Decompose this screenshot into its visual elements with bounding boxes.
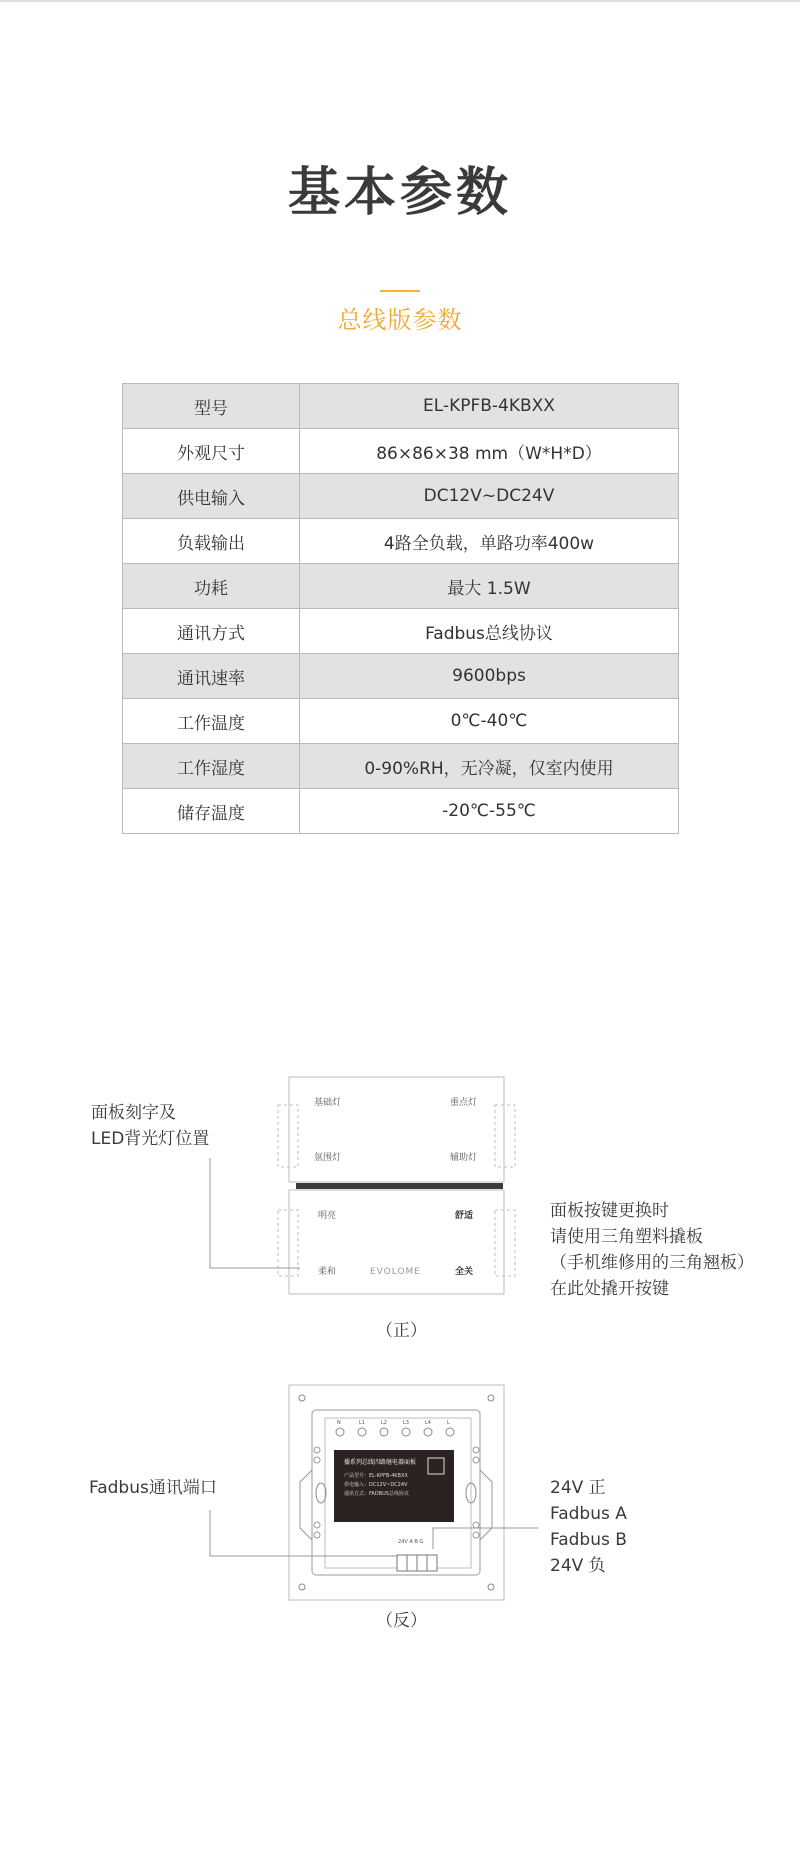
spec-label: 工作温度 (123, 699, 300, 744)
back-note-fadbus-b: Fadbus B (550, 1530, 627, 1550)
front-divider-bar (296, 1183, 503, 1189)
spec-value: DC12V~DC24V (300, 474, 679, 519)
spec-value: 9600bps (300, 654, 679, 699)
spec-label: 工作湿度 (123, 744, 300, 789)
btn-label-1: 基础灯 (314, 1098, 342, 1108)
btn-label-4: 辅助灯 (450, 1153, 478, 1163)
spec-label: 通讯速率 (123, 654, 300, 699)
terminal-labels: 24V A B G (398, 1539, 424, 1545)
front-panel-diagram (210, 1077, 515, 1294)
front-left-note (91, 1100, 209, 1152)
front-right-note-line-3: （手机维修用的三角翘板） (550, 1253, 754, 1273)
spec-label: 功耗 (123, 564, 300, 609)
front-caption: （正） (376, 1321, 427, 1341)
spec-value: -20℃-55℃ (300, 789, 679, 834)
spec-label: 型号 (123, 384, 300, 429)
spec-label: 供电输入 (123, 474, 300, 519)
front-lower-plate (289, 1190, 504, 1294)
spec-value: 4路全负载，单路功率400w (300, 519, 679, 564)
front-left-note-line-1: 面板刻字及 (91, 1103, 176, 1123)
spec-value: 0-90%RH，无冷凝，仅室内使用 (300, 744, 679, 789)
front-right-note-line-2: 请使用三角塑料撬板 (550, 1227, 703, 1247)
btn-label-7: 柔和 (318, 1267, 337, 1277)
page-title: 基本参数 (287, 163, 512, 223)
terminal-label: N (337, 1420, 341, 1426)
btn-label-6: 舒适 (455, 1211, 474, 1221)
spec-value: EL-KPFB-4KBXX (300, 384, 679, 429)
terminal-label: L (447, 1420, 450, 1426)
spec-value: 最大 1.5W (300, 564, 679, 609)
spec-value: 86×86×38 mm（W*H*D） (300, 429, 679, 474)
back-right-notes (550, 1475, 627, 1579)
back-left-note: Fadbus通讯端口 (89, 1478, 217, 1498)
back-note-24v-negative: 24V 负 (550, 1556, 606, 1576)
terminal-label: L1 (359, 1420, 365, 1426)
btn-label-3: 氛围灯 (314, 1153, 342, 1163)
spec-label: 外观尺寸 (123, 429, 300, 474)
spec-label: 负载输出 (123, 519, 300, 564)
spec-label: 储存温度 (123, 789, 300, 834)
terminal-label: L4 (425, 1420, 431, 1426)
btn-label-2: 重点灯 (450, 1098, 478, 1108)
spec-value: Fadbus总线协议 (300, 609, 679, 654)
terminal-label: L2 (381, 1420, 387, 1426)
back-note-fadbus-a: Fadbus A (550, 1504, 627, 1524)
front-right-note-line-1: 面板按键更换时 (550, 1201, 669, 1221)
front-right-note (550, 1198, 754, 1302)
spec-label: 通讯方式 (123, 609, 300, 654)
brand-logo: EVOLOME (370, 1267, 421, 1277)
front-right-note-line-4: 在此处撬开按键 (550, 1279, 669, 1299)
back-note-24v-positive: 24V 正 (550, 1478, 606, 1498)
label-line-2: 供电输入：DC12V~DC24V (344, 1482, 408, 1488)
btn-label-8: 全关 (455, 1267, 474, 1277)
spec-value: 0℃-40℃ (300, 699, 679, 744)
back-caption: （反） (376, 1611, 427, 1631)
back-panel-diagram (210, 1385, 538, 1600)
section-subtitle: 总线版参数 (337, 306, 463, 334)
terminal-label: L3 (403, 1420, 409, 1426)
label-line-3: 通讯方式：FADBUS总线协议 (344, 1491, 409, 1497)
label-title: 播系列总线四路继电器面板 (344, 1459, 417, 1466)
label-line-1: 产品型号：EL-KPFB-4KBXX (344, 1473, 408, 1479)
front-left-note-line-2: LED背光灯位置 (91, 1129, 210, 1149)
btn-label-5: 明亮 (318, 1211, 337, 1221)
front-upper-plate (289, 1077, 504, 1182)
